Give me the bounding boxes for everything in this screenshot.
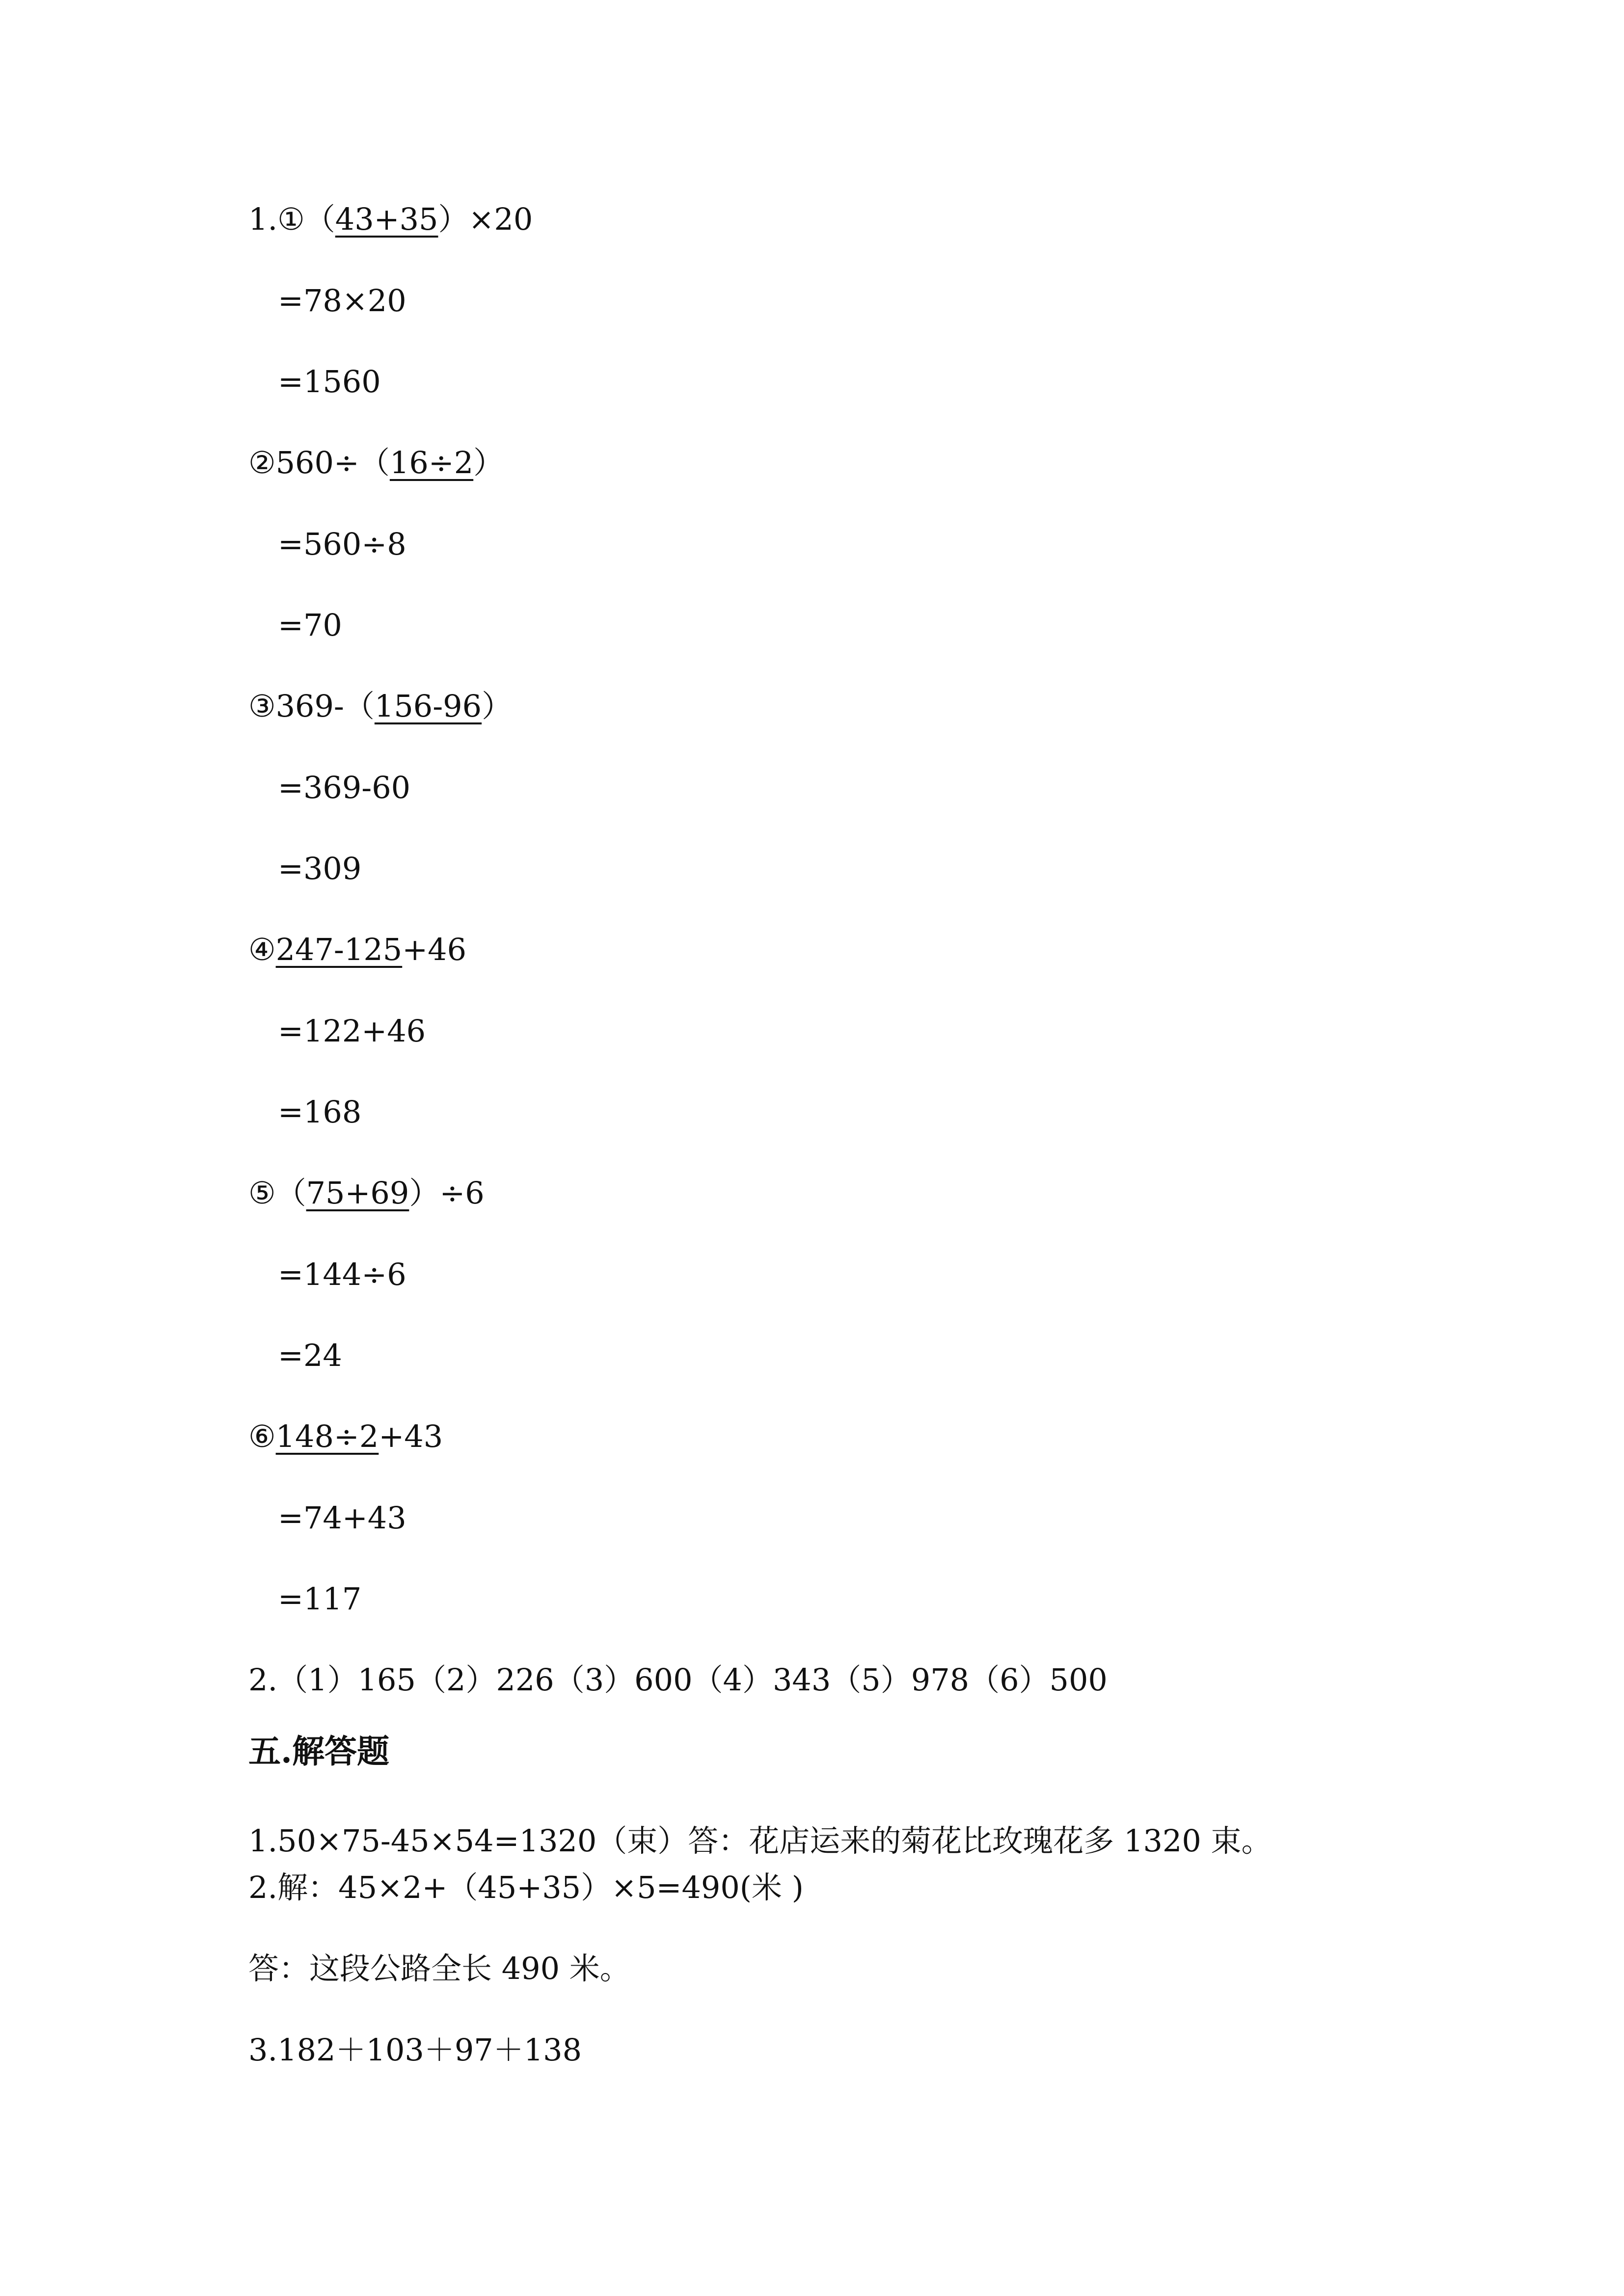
calc-1-prefix: 1.①（ (248, 201, 335, 237)
answer-2-conclusion: 答：这段公路全长 490 米。 (248, 1950, 630, 1986)
calc-1-step-1: =78×20 (278, 283, 406, 319)
calc-6-step-1: =74+43 (278, 1500, 406, 1536)
calc-5-step-2: =24 (278, 1337, 342, 1373)
calc-5-underlined: 75+69 (306, 1175, 409, 1211)
calc-5-suffix: ）÷6 (409, 1175, 485, 1211)
calc-6-underlined: 148÷2 (275, 1418, 379, 1454)
calc-3-expression (248, 688, 513, 724)
calc-4-suffix: +46 (402, 932, 467, 967)
calc-6-prefix: ⑥ (248, 1418, 276, 1454)
calc-1-expression (248, 201, 533, 237)
calc-3-step-1: =369-60 (278, 770, 411, 805)
calc-4-prefix: ④ (248, 932, 276, 967)
calc-1-suffix: ）×20 (438, 201, 533, 237)
calc-4-expression (248, 934, 466, 965)
section-heading: 五.解答题 (248, 1732, 389, 1770)
calc-3-underlined: 156-96 (374, 688, 482, 724)
answer-1: 1.50×75-45×54=1320（束）答：花店运来的菊花比玫瑰花多 1320 束。 (248, 1823, 1272, 1859)
calc-3-step-2: =309 (278, 851, 362, 886)
calc-4-underlined: 247-125 (275, 932, 403, 967)
calc-4-step-2: =168 (278, 1094, 362, 1130)
calc-4-step-1: =122+46 (278, 1013, 426, 1049)
calc-5-step-1: =144÷6 (278, 1256, 406, 1292)
calc-6-suffix: +43 (379, 1418, 443, 1454)
calc-2-prefix: ②560÷（ (248, 445, 390, 481)
calc-6-expression (248, 1418, 443, 1454)
question-2-answers: 2.（1）165（2）226（3）600（4）343（5）978（6）500 (248, 1662, 1108, 1698)
calc-2-step-2: =70 (278, 607, 342, 643)
calc-5-prefix: ⑤（ (248, 1175, 306, 1211)
calc-3-prefix: ③369-（ (248, 688, 375, 724)
calc-2-step-1: =560÷8 (278, 526, 406, 562)
calc-2-expression (248, 445, 504, 481)
calc-1-underlined: 43+35 (335, 201, 438, 237)
calc-2-underlined: 16÷2 (389, 445, 474, 481)
calc-5-expression (248, 1175, 485, 1211)
answer-2: 2.解：45×2+（45+35）×5=490(米 ) (248, 1869, 804, 1905)
calc-6-step-2: =117 (278, 1581, 362, 1617)
calc-1-step-2: =1560 (278, 364, 381, 400)
calc-2-suffix: ） (473, 445, 504, 481)
calc-3-suffix: ） (482, 688, 513, 724)
answer-3: 3.182＋103＋97＋138 (248, 2032, 582, 2068)
